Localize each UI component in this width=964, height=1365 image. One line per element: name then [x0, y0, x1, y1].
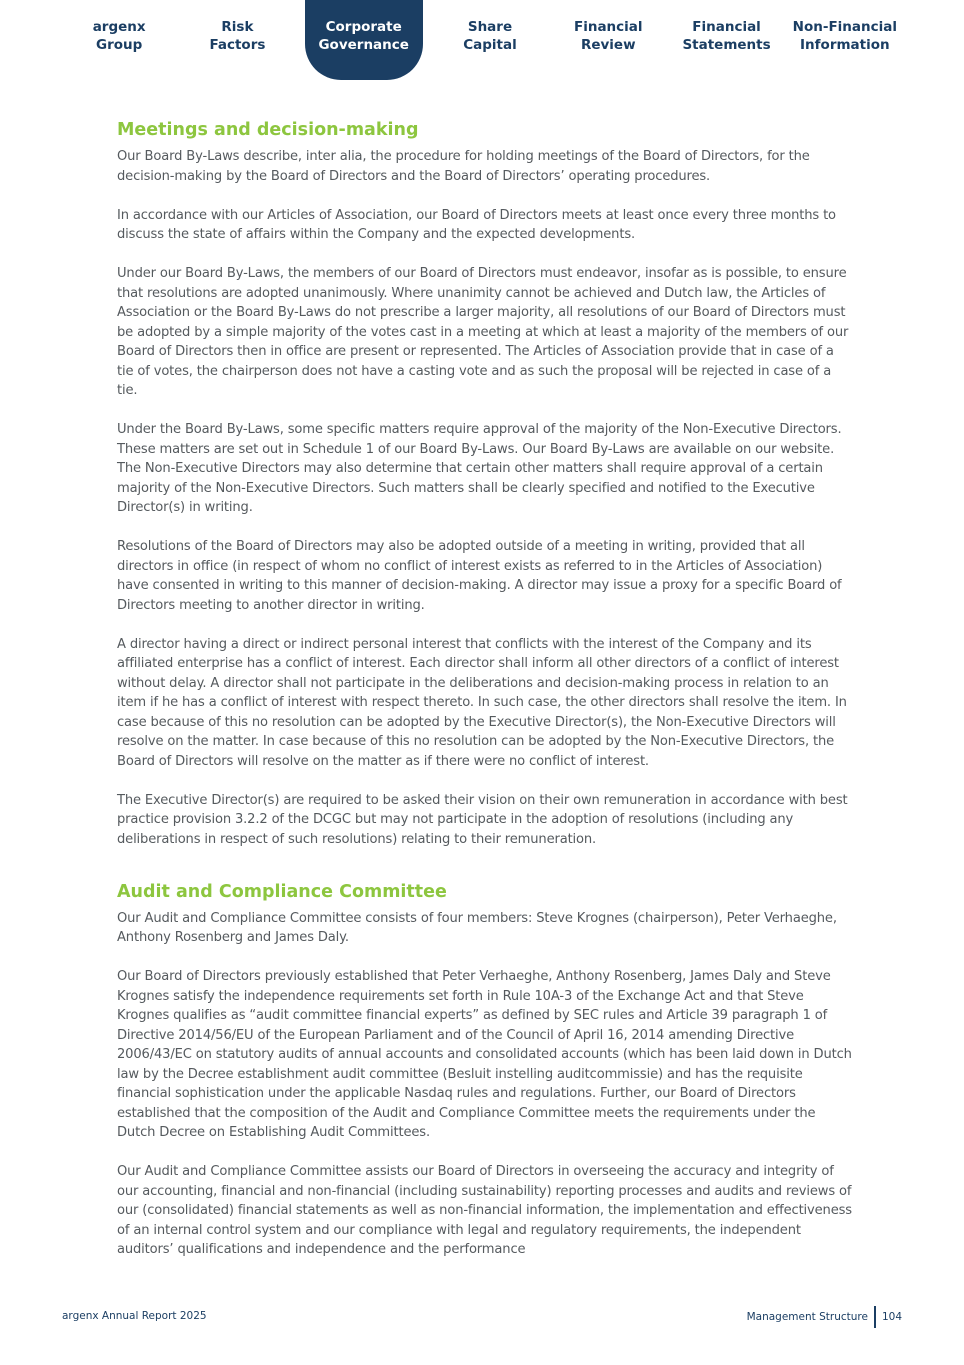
paragraph: Our Board of Directors previously established that Peter Verhaeghe, Anthony Rosenberg, James Daly and Steve Krognes satisfy the independence requirements set forth in Rule 10A-3 of the Exchange Act and that Steve Krognes qualifies as “audit committee financial experts” as defined by SEC rules and Article 39 paragraph 1 of Directive 2014/56/EU of the European Parliament and of the Council of April 16, 2014 amending Directive 2006/43/EC on statutory audits of annual accounts and consolidated accounts (which has been laid down in Dutch law by the Decree establishment audit committee (Besluit instelling auditcommissie) and has the requisite financial sophistication under the applicable Nasdaq rules and regulations. Further, our Board of Directors established that the composition of the Audit and Compliance Committee meets the requirements under the Dutch Decree on Establishing Audit Committees. — [117, 969, 852, 1140]
paragraph: The Executive Director(s) are required to be asked their vision on their own remuneration in accordance with best practice provision 3.2.2 of the DCGC but may not participate in the adoption of resolutions (including any deliberations in respect of such resolutions) relating to their remuneration. — [117, 792, 848, 847]
nav-tab-share-capital[interactable]: Share Capital — [463, 19, 517, 53]
nav-tab-non-financial-information[interactable]: Non-Financial Information — [792, 19, 897, 53]
paragraph: Under the Board By-Laws, some specific matters require approval of the majority of the Non-Executive Directors. These matters are set out in Schedule 1 of our Board By-Laws. Our Board By-Laws are available on our website. The Non-Executive Directors may also determine that certain other matters shall require approval of a certain majority of the Non-Executive Directors. Such matters shall be clearly specified and notified to the Executive Director(s) in writing. — [117, 422, 842, 515]
section-heading: Audit and Compliance Committee — [117, 881, 447, 902]
nav-tab-argenx-group[interactable]: argenx Group — [92, 19, 146, 53]
section-heading: Meetings and decision-making — [117, 120, 419, 140]
top-navigation — [60, 0, 904, 80]
footer-divider — [874, 1306, 876, 1328]
page-footer — [62, 1306, 902, 1328]
paragraph: In accordance with our Articles of Association, our Board of Directors meets at least once every three months to discuss the state of affairs within the Company and the expected developments. — [117, 207, 836, 242]
nav-tab-financial-review[interactable]: Financial Review — [573, 19, 643, 53]
section-meetings — [117, 118, 852, 849]
footer-section-name: Management Structure — [746, 1311, 868, 1323]
nav-tab-corporate-governance[interactable]: Corporate Governance — [305, 0, 423, 80]
paragraph: Our Audit and Compliance Committee consists of four members: Steve Krognes (chairperson), Peter Verhaeghe, Anthony Rosenberg and James Daly. — [117, 910, 837, 945]
footer-right — [747, 1306, 902, 1328]
paragraph: Resolutions of the Board of Directors may also be adopted outside of a meeting in writing, provided that all directors in office (in respect of whom no conflict of interest exists as referred to in the Articles of Association) have consented in writing to this manner of decision-making. A director may issue a proxy for a specific Board of Directors meeting to another director in writing. — [117, 539, 842, 613]
paragraph: A director having a direct or indirect personal interest that conflicts with the interest of the Company and its affiliated enterprise has a conflict of interest. Each director shall inform all other directors of a conflict of interest without delay. A director shall not participate in the deliberations and decision-making process in relation to an item if he has a conflict of interest with respect thereto. In such case, the other directors shall resolve the item. In case because of this no resolution can be adopted by the Executive Director(s), the Non-Executive Directors will resolve on the matter. In case because of this no resolution can be adopted by the Non-Executive Directors, the Board of Directors will resolve on the matter as if there were no conflict of interest. — [117, 636, 847, 769]
page-number: 104 — [881, 1311, 902, 1323]
nav-tab-financial-statements[interactable]: Financial Statements — [682, 19, 771, 53]
paragraph: Our Board By-Laws describe, inter alia, the procedure for holding meetings of the Board of Directors, for the decision-making by the Board of Directors and the Board of Directors’ operating procedures. — [117, 149, 810, 184]
paragraph: Under our Board By-Laws, the members of our Board of Directors must endeavor, insofar as is possible, to ensure that resolutions are adopted unanimously. Where unanimity cannot be achieved and Dutch law, the Articles of Association or the Board By-Laws do not prescribe a larger majority, all resolutions of our Board of Directors must be adopted by a simple majority of the votes cast in a meeting at which at least a majority of the members of our Board of Directors then in office are present or represented. The Articles of Association provide that in case of a tie of votes, the chairperson does not have a casting vote and as such the proposal will be rejected in case of a tie. — [117, 266, 849, 398]
report-title: argenx Annual Report 2025 — [62, 1310, 207, 1322]
paragraph: Our Audit and Compliance Committee assists our Board of Directors in overseeing the accuracy and integrity of our accounting, financial and non-financial (including sustainability) reporting processes and audits and reviews of our (consolidated) financial statements as well as non-financial information, the implementation and effectiveness of an internal control system and our compliance with legal and regulatory requirements, the independent auditors’ qualifications and independence and the performance — [117, 1164, 852, 1257]
nav-tab-risk-factors[interactable]: Risk Factors — [209, 19, 266, 53]
page-content — [117, 118, 852, 1279]
section-audit-committee — [117, 880, 852, 1260]
